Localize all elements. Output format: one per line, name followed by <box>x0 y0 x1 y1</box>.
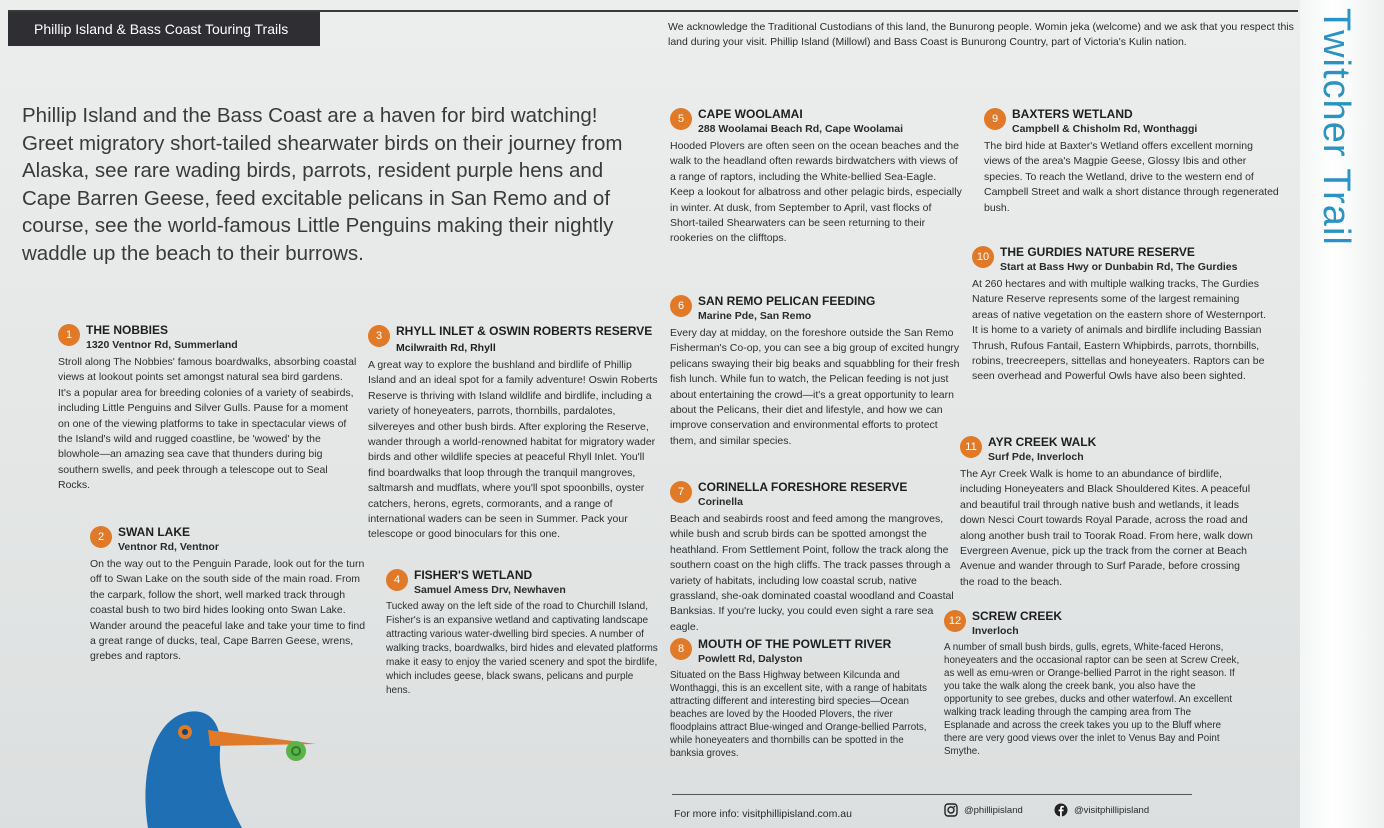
site-number-badge: 8 <box>670 638 692 660</box>
site-address: 288 Woolamai Beach Rd, Cape Woolamai <box>698 123 904 135</box>
site-name: THE GURDIES NATURE RESERVE <box>1000 245 1195 259</box>
site-description: Hooded Plovers are often seen on the ocean beaches and the walk to the headland often rewards birdwatchers with views of a range of raptors, including the White-bellied Sea-Eagle. Keep a lookout for albatross and other pelagic birds, especially in winter. At dusk, from September to April, vast flocks of Short-tailed Shearwaters can be seen returning to their rookeries on the clifftops. <box>670 140 962 245</box>
site-description: The bird hide at Baxter's Wetland offers excellent morning views of the area's Magpie Geese, Glossy Ibis and other species. To reach the Wetland, drive to the western end of Campbell Street and walk a short distance through regenerated bush. <box>984 140 1279 214</box>
site-description: Stroll along The Nobbies' famous boardwalks, absorbing coastal views at lookout points set amongst natural sea bird gardens. It's a popular area for breeding colonies of a variety of seabirds, including Little Penguins and Silver Gulls. Pause for a moment on one of the viewing platforms to take in spectacular views of the Island's wild and rugged coastline, be 'wowed' by the blowhole—an amazing sea cave that thunders during big southern swells, and peek through a telescope out to Seal Rocks. <box>58 356 357 492</box>
header-title: Phillip Island & Bass Coast Touring Trails <box>8 12 320 46</box>
footer-rule <box>672 794 1192 795</box>
site-name: BAXTERS WETLAND <box>1012 107 1133 121</box>
acknowledgement-text: We acknowledge the Traditional Custodians of this land, the Bunurong people. Womin jeka (welcome) and we ask that you respect this land during your visit. Phillip Island (Millowl) and Bass Coast is Bunurong Country, part of Victoria's Kulin nation. <box>668 21 1294 48</box>
site-address: 1320 Ventnor Rd, Summerland <box>86 339 238 351</box>
site-baxters-wetland <box>984 106 1280 216</box>
bird-body <box>145 711 242 828</box>
snail-shell <box>286 741 306 761</box>
site-address: Start at Bass Hwy or Dunbabin Rd, The Gurdies <box>1000 261 1238 273</box>
bird-pupil <box>182 729 188 735</box>
site-san-remo-pelican-feeding <box>670 293 962 449</box>
site-description: Every day at midday, on the foreshore outside the San Remo Fisherman's Co-op, you can see a big group of excited hungry pelicans swaying their big beaks and squabbling for their fresh fish lunch. While fun to watch, the Pelican feeding is not just about entertaining the crowd—it's a great opportunity to learn about the Pelicans, their diet and lifestyle, and how we can improve conservation and environmental efforts to protect them, and similar species. <box>670 327 960 447</box>
site-address: Mcilwraith Rd, Rhyll <box>396 342 496 354</box>
site-number-badge: 3 <box>368 325 390 347</box>
site-fishers-wetland <box>386 567 658 698</box>
site-description: Beach and seabirds roost and feed among the mangroves, while bush and scrub birds can be spotted amongst the heathland. From Settlement Point, follow the track along the southern coast on the high cliffs. The track passes through a variety of habitats, including low coastal scrub, native grassland, she-oak dominated coastal woodland and Coastal Banksias. If you're lucky, you could even sight a rare sea eagle. <box>670 513 954 633</box>
site-number-badge: 9 <box>984 108 1006 130</box>
site-address: Campbell & Chisholm Rd, Wonthaggi <box>1012 123 1198 135</box>
site-description: A number of small bush birds, gulls, egrets, White-faced Herons, honeyeaters and the occasional raptor can be seen at Screw Creek, as well as emu-wren or Orange-bellied Parrot in the right season. If you take the walk along the creek bank, you also have the opportunity to see grebes, ducks and other waterfowl. An excellent walking track leading through the camping area from The Esplanade and across the creek takes you up to the Bluff where there are very good views over the inlet to Venus Bay and Point Smythe. <box>944 642 1240 757</box>
site-name: SAN REMO PELICAN FEEDING <box>698 294 876 308</box>
instagram-handle[interactable] <box>944 803 1023 817</box>
site-address: Surf Pde, Inverloch <box>988 451 1084 463</box>
site-name: THE NOBBIES <box>86 323 169 337</box>
site-name <box>368 323 658 356</box>
site-description: On the way out to the Penguin Parade, look out for the turn off to Swan Lake on the south side of the main road. From the carpark, follow the short, well marked track through coastal bush to two bird hides looking onto Swan Lake. Wander around the peaceful lake and take your time to find a great range of ducks, teal, Cape Barren Geese, wrens, grebes and raptors. <box>90 558 366 663</box>
site-address: Powlett Rd, Dalyston <box>698 653 803 665</box>
site-name: CORINELLA FORESHORE RESERVE <box>698 480 908 494</box>
site-number-badge: 7 <box>670 481 692 503</box>
site-corinella-foreshore <box>670 479 962 635</box>
site-name: MOUTH OF THE POWLETT RIVER <box>698 637 892 651</box>
site-powlett-river <box>670 636 940 760</box>
site-address: Corinella <box>698 496 743 508</box>
site-number-badge: 6 <box>670 295 692 317</box>
facebook-handle[interactable] <box>1054 803 1149 817</box>
instagram-icon <box>944 803 958 817</box>
site-ayr-creek-walk <box>960 434 1256 590</box>
site-name: CAPE WOOLAMAI <box>698 107 803 121</box>
site-rhyll-inlet <box>368 323 658 543</box>
site-description: At 260 hectares and with multiple walking tracks, The Gurdies Nature Reserve represents some of the largest remaining areas of native vegetation on the eastern shore of Westernport. It is home to a variety of animals and birdlife including Bassian Thrush, Rufous Fantail, Eastern Whipbirds, parrots, thornbills, robins, treecreepers, sittellas and honeyeaters. Raptors can be seen overhead and Powerful Owls have also been sighted. <box>972 278 1266 383</box>
site-address: Ventnor Rd, Ventnor <box>118 541 219 553</box>
site-description: The Ayr Creek Walk is home to an abundance of birdlife, including Honeyeaters and Black Shouldered Kites. A peaceful and beautiful trail through native bush and wetlands, it leads down Nesci Court towards Royal Parade, across the road and along another bush trail to Toorak Road. From here, walk down Evergreen Avenue, pick up the track from the corner at Beach Avenue and wander through to Surf Parade, before crossing the road to the beach. <box>960 468 1253 588</box>
site-address: Samuel Amess Drv, Newhaven <box>414 584 566 596</box>
site-name: FISHER'S WETLAND <box>414 568 533 582</box>
instagram-handle-text: @phillipisland <box>964 804 1023 816</box>
site-swan-lake <box>90 524 372 665</box>
site-number-badge: 12 <box>944 610 966 632</box>
facebook-icon <box>1054 803 1068 817</box>
intro-paragraph: Phillip Island and the Bass Coast are a haven for bird watching! Greet migratory short-tailed shearwater birds on their journey from Alaska, see rare wading birds, parrots, resident purple hens and Cape Barren Geese, feed excitable pelicans in San Remo and of course, see the world-famous Little Penguins making their nightly waddle up the beach to their burrows. <box>22 104 623 265</box>
site-address: Marine Pde, San Remo <box>698 310 812 322</box>
site-name: SCREW CREEK <box>972 609 1063 623</box>
site-screw-creek <box>944 608 1240 758</box>
site-description: A great way to explore the bushland and birdlife of Phillip Island and an ideal spot for a family adventure! Oswin Roberts Reserve is thriving with Island wildlife and birdlife, including a variety of honeyeaters, parrots, thornbills, pardalotes, silvereyes and other bush birds. After exploring the Reserve, wander through a world-renowned habitat for migratory wader birds and other wildlife species at peaceful Rhyll Inlet. You'll find boardwalks that loop through the tranquil mangroves, saltmarsh and mudflats, where you'll spot spoonbills, oyster catchers, herons, egrets, cormorants, and a range of international waders can be seen in Summer. Pack your telescope or good binoculars for this one. <box>368 359 658 541</box>
facebook-handle-text: @visitphillipisland <box>1074 804 1150 816</box>
site-number-badge: 2 <box>90 526 112 548</box>
site-name: SWAN LAKE <box>118 525 190 539</box>
site-the-gurdies <box>972 244 1268 385</box>
site-the-nobbies <box>58 322 358 494</box>
site-name: AYR CREEK WALK <box>988 435 1097 449</box>
site-description: Tucked away on the left side of the road to Churchill Island, Fisher's is an expansive wetland and captivating landscape attracting various water-dwelling bird species. A number of walking tracks, boardwalks, bird hides and elevated platforms make it easy to enjoy the varied scenery and spot the birdlife, which includes geese, black swans, pelicans and purple hens. <box>386 601 658 696</box>
bird-illustration <box>130 700 330 828</box>
site-address: Inverloch <box>972 625 1019 637</box>
site-name-text: RHYLL INLET & OSWIN ROBERTS RESERVE <box>396 324 653 338</box>
site-number-badge: 10 <box>972 246 994 268</box>
site-description: Situated on the Bass Highway between Kilcunda and Wonthaggi, this is an excellent site, with a range of habitats attracting different and interesting bird species—Ocean beaches are loved by the Hooded Plovers, the river floodplains attract Blue-winged and Orange-bellied Parrots, while honeyeaters and thornbills can be spotted in the banksia groves. <box>670 670 927 759</box>
site-number-badge: 11 <box>960 436 982 458</box>
site-number-badge: 1 <box>58 324 80 346</box>
site-number-badge: 5 <box>670 108 692 130</box>
footer-more-info: For more info: visitphillipisland.com.au <box>674 808 852 820</box>
side-title: Twitcher Trail <box>1315 8 1357 246</box>
site-number-badge: 4 <box>386 569 408 591</box>
site-cape-woolamai <box>670 106 962 247</box>
